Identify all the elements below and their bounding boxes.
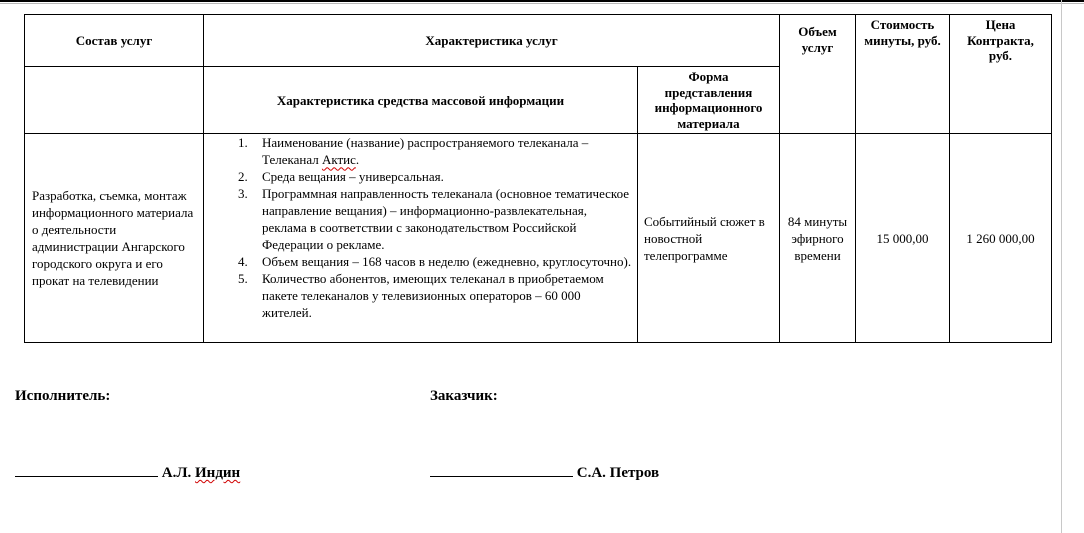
header-contract-price: Цена Контракта, руб.: [950, 15, 1052, 134]
executor-signature: [15, 462, 240, 482]
executor-initials: А.Л.: [161, 465, 192, 481]
customer-signature: [430, 462, 659, 482]
list-item-text: Наименование (название) распространяемого телеканала – Телеканал: [262, 135, 589, 168]
list-item: [262, 253, 633, 270]
header-volume: Объем услуг: [780, 15, 856, 134]
volume-cell: 84 минуты эфирного времени: [780, 134, 856, 343]
header-characteristics: Характеристика услуг: [204, 15, 780, 67]
list-item: [262, 168, 633, 185]
executor-label: Исполнитель:: [15, 388, 111, 404]
header-services: Состав услуг: [25, 15, 204, 67]
header-minute-cost: Стоимость минуты, руб.: [856, 15, 950, 134]
subheader-media: Характеристика средства массовой информации: [204, 67, 638, 134]
minute-cost-cell: 15 000,00: [856, 134, 950, 343]
customer-name: С.А. Петров: [576, 465, 660, 481]
list-item: [262, 185, 633, 253]
page-edge: [1061, 0, 1062, 533]
characteristics-list: [208, 134, 633, 321]
spellcheck-marked-word: Актис: [321, 152, 356, 168]
customer-signature-line: [430, 462, 573, 477]
list-item-text-end: .: [355, 152, 360, 168]
subheader-form: Форма представления информационного материала: [638, 67, 780, 134]
list-item-text: Программная направленность телеканала (основное тематическое направление вещания) – информационно-развлекательная, реклама в соответствии с законодательством Российской Федерации о рекламе.: [262, 186, 630, 253]
executor-signature-line: [15, 462, 158, 477]
contract-price-cell: 1 260 000,00: [950, 134, 1052, 343]
service-cell: Разработка, съемка, монтаж информационного материала о деятельности администрации Ангарского городского округа и его прокат на телевидении: [25, 134, 204, 343]
list-item-text: Среда вещания – универсальная.: [262, 169, 444, 185]
form-cell: Событийный сюжет в новостной телепрограмме: [638, 134, 780, 343]
list-item-text: Количество абонентов, имеющих телеканал в приобретаемом пакете телеканалов у телевизионных операторов – 60 000 жителей.: [262, 271, 604, 321]
list-item-text: Объем вещания – 168 часов в неделю (ежедневно, круглосуточно).: [262, 254, 632, 270]
executor-surname: Индин: [195, 465, 241, 481]
customer-label: Заказчик:: [430, 388, 498, 404]
media-characteristics-cell: [204, 134, 638, 343]
subheader-empty-cell: [25, 67, 204, 134]
list-item: [262, 270, 633, 321]
table-row: [25, 134, 1052, 343]
list-item: [262, 134, 633, 168]
top-border-rule: [0, 0, 1084, 2]
top-border-shadow: [0, 3, 1084, 4]
table-header-row: [25, 15, 1052, 67]
services-table: [24, 14, 1052, 343]
